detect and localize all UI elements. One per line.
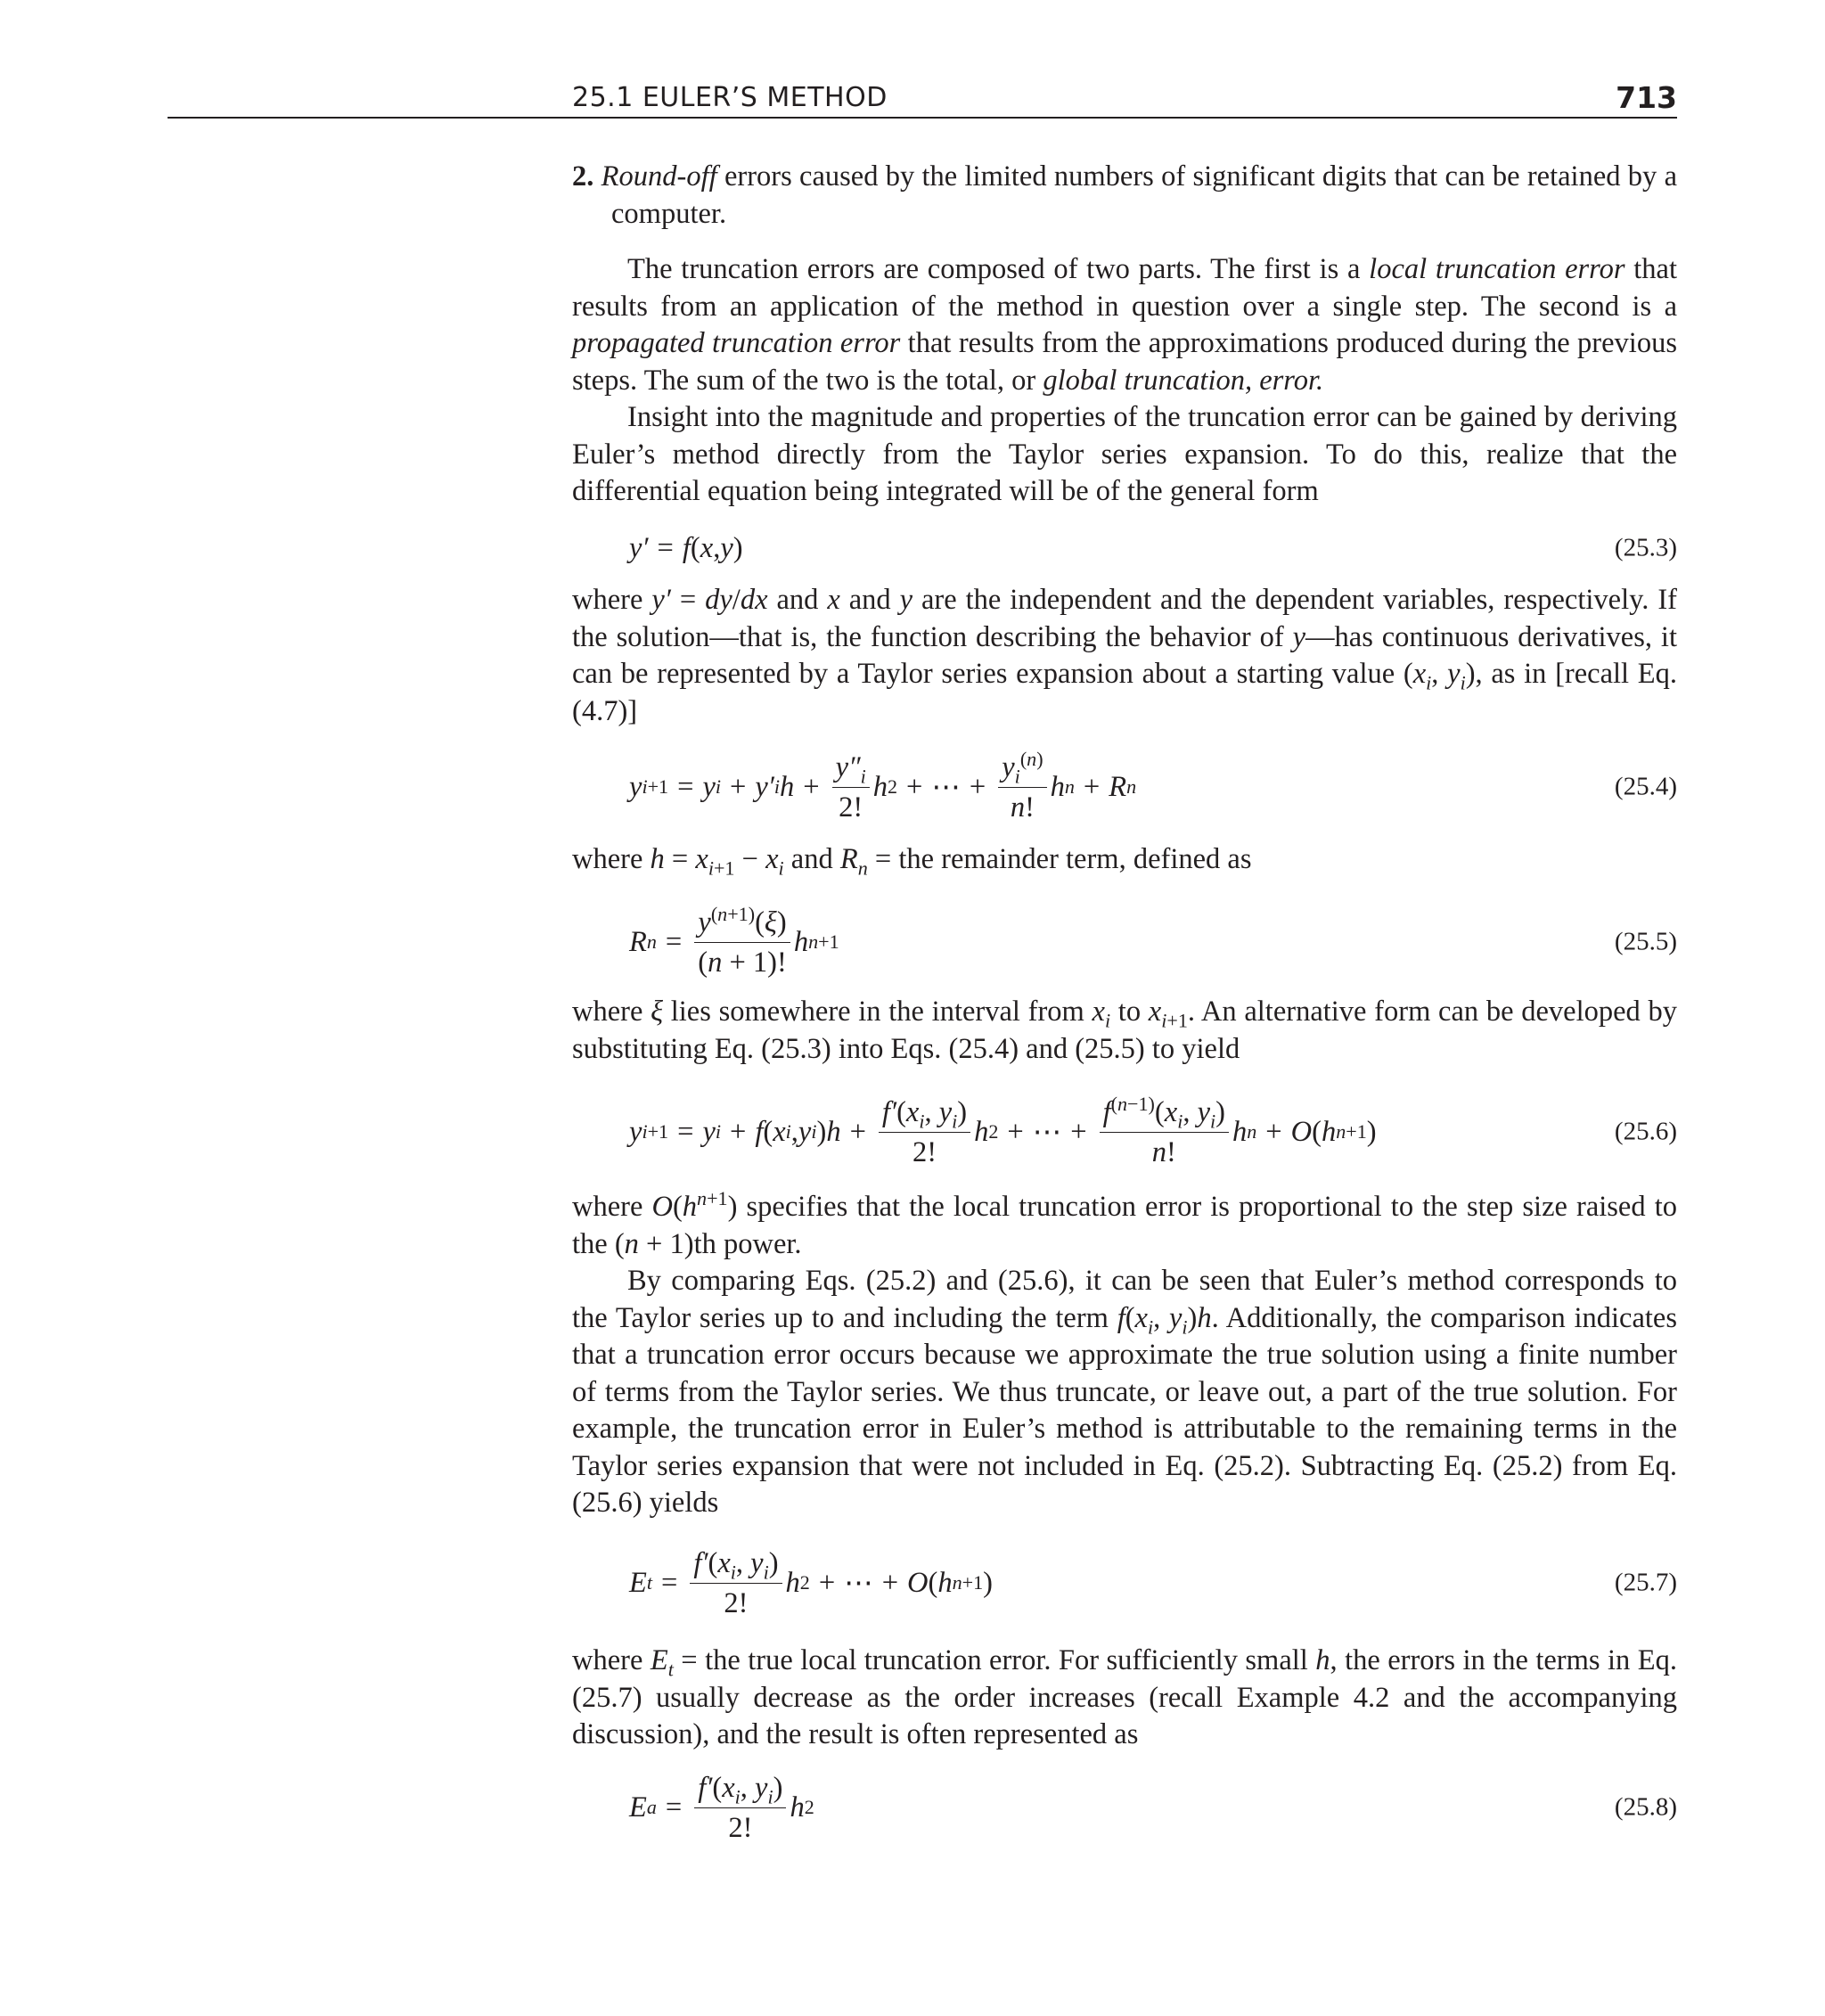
fraction: $\frac{f'(x_i, y_i)}{2!}$	[690, 1547, 782, 1619]
text-run: and	[767, 584, 828, 616]
text-run: are the independent and the dependent variables, respectively. If the solution—that is, the function describing the behavior of	[572, 584, 1677, 653]
equation-25-6	[572, 1084, 1677, 1180]
fraction: $\frac{f'(x_i, y_i)}{2!}$	[694, 1772, 786, 1844]
equation-number: (25.6)	[1614, 1117, 1677, 1146]
equation-body: y i+1 = y i + y′ i h + $\frac{y''_i}{2!}$ h 2 + ⋯ + $\frac{y_i^{(n)}}{n!}$ h n + R n	[629, 747, 1137, 824]
equation-number: (25.3)	[1614, 533, 1677, 562]
text-run: The truncation errors are composed of two parts. The first is a	[627, 253, 1370, 285]
equation-body: y′ = f ( x , y )	[629, 531, 743, 564]
text-run: where	[572, 1644, 651, 1676]
term-local-truncation-error: local truncation error	[1369, 253, 1625, 285]
text-run: , the errors in the terms in Eq. (25.7) usually decrease as the order increases (recall Example 4.2 and the accompanying discussion), and the result is often represented as	[572, 1644, 1677, 1750]
fraction: $\frac{f'(x_i, y_i)}{2!}$	[879, 1096, 970, 1168]
equation-body: E t = $\frac{f'(x_i, y_i)}{2!}$ h 2 + ⋯ + O ( h n+1 )	[629, 1546, 993, 1619]
text-run: Insight into the magnitude and properties of the truncation error can be gained by deriving Euler’s method directly from the Taylor series expansion. To do this, realize that the differential equation being integrated will be of the general form	[572, 401, 1677, 507]
list-item-round-off	[572, 159, 1677, 233]
list-number: 2.	[572, 160, 594, 193]
section-title: 25.1 EULER’S METHOD	[572, 82, 888, 113]
equation-25-5	[572, 896, 1677, 988]
equation-25-8	[572, 1761, 1677, 1854]
text-run: )th power.	[683, 1227, 802, 1260]
term-global-truncation-error: global truncation, error.	[1043, 364, 1324, 397]
paragraph-where-h: where $h = x_{i+1} - x_i$ and $R_n$ = the remainder term, defined as	[572, 843, 1252, 880]
fraction: $\frac{f^{(n-1)}(x_i, y_i)}{n!}$	[1100, 1096, 1229, 1168]
fraction: $\frac{y''_i}{2!}$	[832, 751, 870, 824]
text-run: that results from an application of the method in question over a single step. The second is a	[572, 253, 1677, 323]
equation-body: E a = $\frac{f'(x_i, y_i)}{2!}$ h 2	[629, 1771, 814, 1844]
equation-number: (25.8)	[1614, 1792, 1677, 1822]
text-run: and	[783, 843, 840, 875]
text-run: where	[572, 584, 652, 616]
paragraph-truncation-parts	[572, 251, 1677, 399]
fraction: $\frac{y_i^{(n)}}{n!}$	[998, 751, 1046, 824]
math-inline: y′	[651, 584, 671, 616]
equation-body: y i+1 = y i + f ( x i , y i ) h + $\frac{f'(x_i, y_i)}{2!}$ h 2 + ⋯ + $\frac{f^{(n-1)}(x_i, y_i)}{n!}$ h n + O ( h n+1 )	[629, 1092, 1377, 1168]
text-run: . An alternative form can be developed by substituting Eq. (25.3) into Eqs. (25.4) and (25.5) to yield	[572, 996, 1677, 1065]
running-header	[572, 82, 1677, 118]
list-text: errors caused by the limited numbers of significant digits that can be retained by a computer.	[611, 160, 1677, 230]
equation-body: R n = $\frac{y^{(n+1)}(\xi)}{(n + 1)!}$ h n+1	[629, 902, 839, 979]
paragraph-where-xi: where ξ lies somewhere in the interval from $x_i$ to $x_{i+1}$. An alternative form can be developed by substituting Eq. (25.3) into Eqs. (25.4) and (25.5) to yield	[572, 996, 1677, 1065]
paragraph-where-order: where $O(h^{n+1})$ specifies that the local truncation error is proportional to the step size raised to the (n + 1)th power.	[572, 1187, 1677, 1260]
equation-25-7	[572, 1537, 1677, 1629]
header-rule	[168, 117, 1677, 119]
paragraph-comparing: By comparing Eqs. (25.2) and (25.6), it can be seen that Euler’s method corresponds to the Taylor series up to and including the term $f(x_i$, $y_i)h$. Additionally, the comparison indicates that a truncation error occurs because we approximate the true solution using a finite number of terms from the Taylor series. We thus truncate, or leave out, a part of the true solution. For example, the truncation error in Euler’s method is attributable to the remaining terms in the Taylor series expansion that were not included in Eq. (25.2). Subtracting Eq. (25.2) from Eq. (25.6) yields	[572, 1265, 1677, 1519]
text-run: to	[1110, 996, 1149, 1028]
list-term: Round-off	[601, 160, 717, 193]
text-run: the true local truncation error. For sufficiently small	[697, 1644, 1316, 1676]
paragraph-where-derivative: where y′ = dy/dx and x and y are the independent and the dependent variables, respectively. If the solution—that is, the function describing the behavior of y—has continuous derivatives, it can be represented by a Taylor series expansion about a starting value ($x_i$, $y_i$), as in [recall Eq. (4.7)]	[572, 584, 1678, 727]
text-run: where	[572, 843, 651, 875]
fraction: $\frac{y^{(n+1)}(\xi)}{(n + 1)!}$	[694, 906, 790, 979]
text-run: the remainder term, defined as	[891, 843, 1252, 875]
text-run: By comparing Eqs. (25.2) and (25.6), it can be seen that Euler’s method corresponds to the Taylor series up to and including the term	[572, 1265, 1677, 1334]
term-propagated-truncation-error: propagated truncation error	[572, 327, 901, 359]
text-run: lies somewhere in the interval from	[663, 996, 1093, 1028]
text-run: —has continuous derivatives, it can be represented by a Taylor series expansion about a starting value (	[572, 620, 1677, 690]
equation-25-4	[572, 742, 1677, 832]
equation-number: (25.7)	[1614, 1568, 1677, 1597]
text-run: . Additionally, the comparison indicates that a truncation error occurs because we approximate the true solution using a finite number of terms from the Taylor series. We thus truncate, or leave out, a part of the true solution. For example, the truncation error in Euler’s method is attributable to the remaining terms in the Taylor series expansion that were not included in Eq. (25.2). Subtracting Eq. (25.2) from Eq. (25.6) yields	[572, 1301, 1677, 1519]
text-run: that results from the approximations produced during the previous steps. The sum of the two is the total, or	[572, 327, 1677, 397]
text-run: ), as in [recall Eq. (4.7)]	[572, 658, 1678, 727]
text-run: where	[572, 996, 651, 1028]
equation-number: (25.5)	[1614, 927, 1677, 956]
paragraph-where-Et: where $E_t$ = the true local truncation error. For sufficiently small h, the errors in the terms in Eq. (25.7) usually decrease as the order increases (recall Example 4.2 and the accompanying discussion), and the result is often represented as	[572, 1644, 1677, 1750]
equation-number: (25.4)	[1614, 772, 1677, 801]
text-run: and	[839, 584, 900, 616]
text-run: where	[572, 1191, 652, 1223]
paragraph-insight	[572, 399, 1677, 511]
equation-25-3	[572, 526, 1677, 570]
text-run: specifies that the local truncation error is proportional to the step size raised to the (	[572, 1191, 1677, 1260]
page-number: 713	[1616, 80, 1677, 115]
